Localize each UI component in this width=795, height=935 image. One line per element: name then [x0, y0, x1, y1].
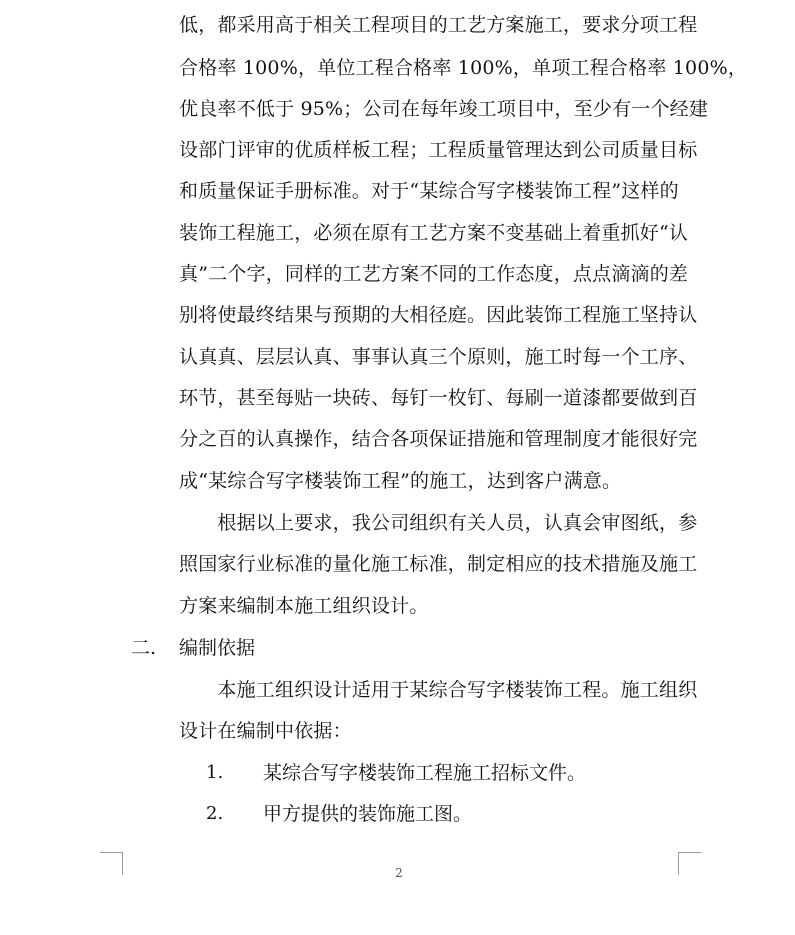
- paragraph-line: 装饰工程施工，必须在原有工艺方案不变基础上着重抓好“认: [179, 222, 689, 244]
- paragraph-line: 设计在编制中依据：: [179, 720, 352, 742]
- paragraph-line: 方案来编制本施工组织设计。: [179, 595, 429, 617]
- paragraph-line: 设部门评审的优质样板工程；工程质量管理达到公司质量目标: [179, 139, 698, 161]
- paragraph-line: 照国家行业标准的量化施工标准，制定相应的技术措施及施工: [179, 553, 698, 575]
- margin-corner-mark-left: [100, 852, 123, 875]
- list-item-number: 1.: [206, 762, 224, 783]
- list-item-text: 甲方提供的装饰施工图。: [263, 803, 473, 825]
- paragraph-line: 和质量保证手册标准。对于“某综合写字楼装饰工程”这样的: [179, 180, 679, 202]
- section-title: 编制依据: [179, 637, 256, 659]
- list-item-text: 某综合写字楼装饰工程施工招标文件。: [263, 762, 587, 784]
- paragraph-line: 环节，甚至每贴一块砖、每钉一枚钉、每刷一道漆都要做到百: [179, 387, 698, 409]
- paragraph-line: 分之百的认真操作，结合各项保证措施和管理制度才能很好完: [179, 428, 698, 450]
- paragraph-line: 认真真、层层认真、事事认真三个原则，施工时每一个工序、: [179, 346, 698, 368]
- paragraph-line: 真”二个字，同样的工艺方案不同的工作态度，点点滴滴的差: [179, 263, 689, 285]
- margin-corner-mark-right: [678, 852, 701, 875]
- paragraph-line: 优良率不低于 95%；公司在每年竣工项目中，至少有一个经建: [179, 98, 709, 120]
- paragraph-line: 低，都采用高于相关工程项目的工艺方案施工，要求分项工程: [179, 14, 698, 36]
- paragraph-line: 合格率 100%，单位工程合格率 100%，单项工程合格率 100%，: [179, 57, 748, 79]
- paragraph-line: 成“某综合写字楼装饰工程”的施工，达到客户满意。: [179, 470, 622, 492]
- paragraph-line: 本施工组织设计适用于某综合写字楼装饰工程。施工组织: [179, 679, 698, 701]
- paragraph-line: 根据以上要求，我公司组织有关人员，认真会审图纸，参: [179, 512, 698, 534]
- section-number: 二.: [131, 637, 157, 659]
- list-item-number: 2.: [206, 803, 224, 824]
- paragraph-line: 别将使最终结果与预期的大相径庭。因此装饰工程施工坚持认: [179, 304, 698, 326]
- page-number: 2: [395, 866, 403, 880]
